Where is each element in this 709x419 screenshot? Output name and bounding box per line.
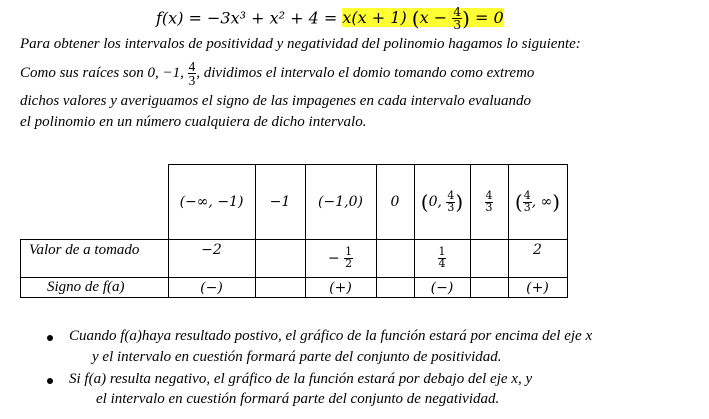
sign-interval-3: (−) (414, 278, 470, 298)
header-interval-3: (0, $\frac{4}{3}$ ) (414, 165, 470, 240)
factor-x-minus-frac: x − (419, 8, 453, 28)
bullet-1-line-1: Cuando f(a)haya resultado postivo, el gráfico de la función estará por encima del eje x (69, 328, 593, 344)
value-root-3 (470, 240, 508, 278)
table-header-row (21, 165, 568, 240)
polynomial-equation (156, 6, 504, 32)
intro-line-4: el polinomio en un número cualquiera de dicho intervalo. (20, 114, 367, 130)
header-interval-2: (−1,0) (305, 165, 376, 240)
sign-interval-2: (+) (305, 278, 376, 298)
factor-x-xplus1: x(x + 1) (342, 8, 407, 28)
bullet-1-line-2: y el intervalo en cuestión formará parte del conjunto de positividad. (92, 349, 502, 365)
equation-end: = 0 (469, 8, 504, 28)
header-empty (21, 165, 169, 240)
intro-line-1: Para obtener los intervalos de positividad y negatividad del polinomio hagamos lo siguiente: (20, 36, 581, 52)
factor-fraction: $\frac{4}{3}$ (453, 4, 462, 33)
bullet-2-line-1: Si f(a) resulta negativo, el gráfico de la función estará por debajo del eje x, y (69, 371, 533, 387)
sign-interval-4: (+) (508, 278, 567, 298)
value-interval-1: −2 (168, 240, 255, 278)
header-root-2: 0 (376, 165, 414, 240)
value-root-2 (376, 240, 414, 278)
sign-root-1 (255, 278, 305, 298)
bullet-2-line-2: el intervalo en cuestión formará parte del conjunto de negatividad. (96, 391, 500, 407)
sign-table (20, 164, 568, 298)
table-row-sign (21, 278, 568, 298)
row-label-value: Valor de a tomado (21, 240, 169, 278)
header-interval-1: (−∞, −1) (168, 165, 255, 240)
equation-lhs: f(x) = −3x³ + x² + 4 = (156, 8, 343, 28)
sign-interval-1: (−) (168, 278, 255, 298)
value-root-1 (255, 240, 305, 278)
value-interval-2: − $\frac{1}{2}$ (305, 240, 376, 278)
table-row-value (21, 240, 568, 278)
roots-fraction: $\frac{4}{3}$ (188, 59, 196, 89)
header-root-1: −1 (255, 165, 305, 240)
bullet-dot-2 (47, 378, 53, 384)
value-interval-4: 2 (508, 240, 567, 278)
sign-root-3 (470, 278, 508, 298)
header-root-3: $\frac{4}{3}$ (470, 165, 508, 240)
sign-root-2 (376, 278, 414, 298)
intro-line-3: dichos valores y averiguamos el signo de las impagenes en cada intervalo evaluando (20, 93, 532, 109)
intro-line-2: Como sus raíces son 0, −1, $\frac{4}{3}$ , dividimos el intervalo el domio tomando como extremo (20, 59, 535, 89)
equation-factorized: x(x + 1) (x − $\frac{4}{3}$ ) = 0 (342, 4, 504, 33)
bullet-dot-1 (47, 335, 53, 341)
row-label-sign: Signo de f(a) (21, 278, 169, 298)
value-interval-3: $\frac{1}{4}$ (414, 240, 470, 278)
header-interval-4: ( $\frac{4}{3}$ , ∞) (508, 165, 567, 240)
